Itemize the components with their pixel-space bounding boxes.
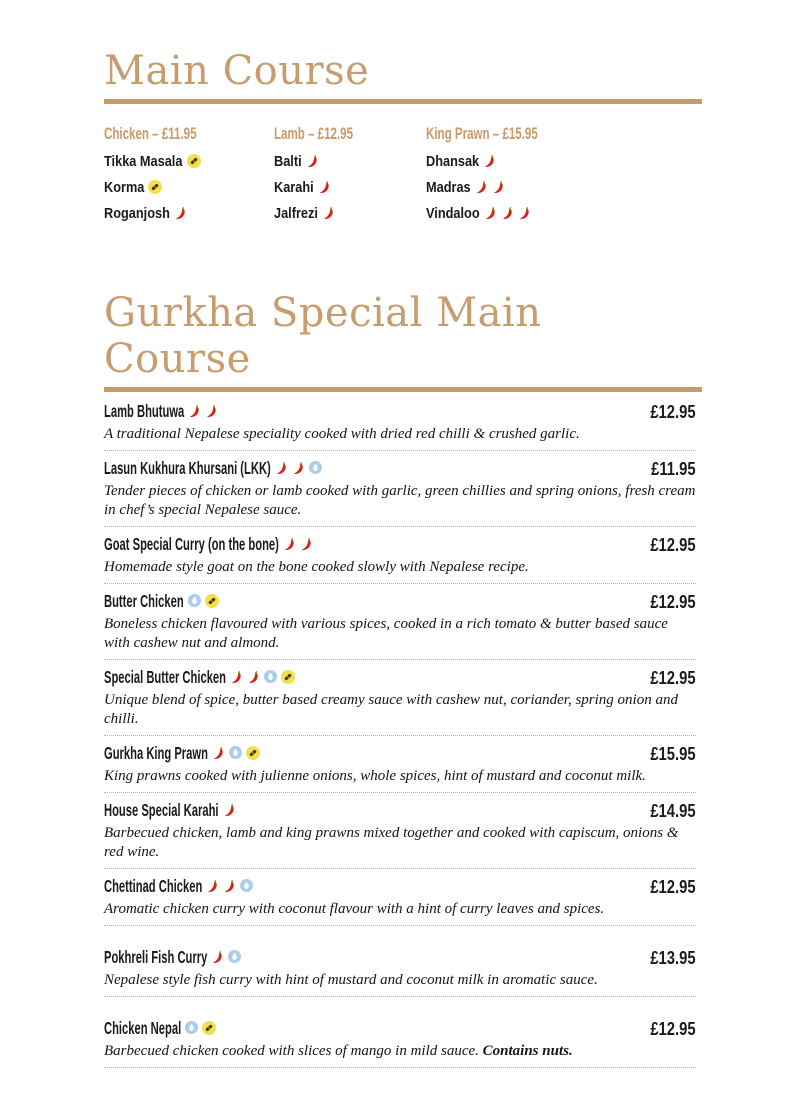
dish-description: Barbecued chicken cooked with slices of mango in mild sauce. Contains nuts. xyxy=(104,1043,573,1059)
dish-price: £12.95 xyxy=(650,667,696,688)
gurkha-menu-item xyxy=(104,584,696,660)
chilli-icon xyxy=(275,460,288,475)
dish-name: Madras xyxy=(426,179,471,197)
dish-name-row xyxy=(104,876,696,897)
nuts-icon xyxy=(148,180,162,194)
main-course-section xyxy=(104,48,696,222)
dish-name: Jalfrezi xyxy=(274,205,318,223)
dish-name-row xyxy=(104,401,696,422)
main-course-column-1 xyxy=(274,125,426,222)
chilli-icon xyxy=(223,802,236,817)
dish-name-row xyxy=(104,667,696,688)
column-header: Chicken – £11.95 xyxy=(104,124,197,143)
dairy-icon xyxy=(228,950,241,963)
main-course-column-0 xyxy=(104,125,274,222)
dish-description: Homemade style goat on the bone cooked slowly with Nepalese recipe. xyxy=(104,559,529,575)
dish-description: Aromatic chicken curry with coconut flavour with a hint of curry leaves and spices. xyxy=(104,901,605,917)
chilli-icon xyxy=(211,949,224,964)
gurkha-special-section xyxy=(104,290,696,1068)
dish-description: Barbecued chicken, lamb and king prawns mixed together and cooked with capiscum, onions & red wine. xyxy=(104,825,679,860)
gurkha-menu-item xyxy=(104,940,696,997)
dish-price: £13.95 xyxy=(650,947,696,968)
chilli-icon xyxy=(205,403,218,418)
chilli-icon xyxy=(230,669,243,684)
dish-description: King prawns cooked with julienne onions, whole spices, hint of mustard and coconut milk. xyxy=(104,768,646,784)
chilli-icon xyxy=(492,179,505,194)
dairy-icon xyxy=(240,879,253,892)
dish-description: Tender pieces of chicken or lamb cooked with garlic, green chillies and spring onions, fresh cream in chef’s special Nepalese sauce. xyxy=(104,483,696,518)
dish-name-row xyxy=(104,534,696,555)
dish-name: Roganjosh xyxy=(104,205,170,223)
chilli-icon xyxy=(322,205,335,220)
dish-description: A traditional Nepalese speciality cooked with dried red chilli & crushed garlic. xyxy=(104,426,580,442)
dish-name: Gurkha King Prawn xyxy=(104,743,208,763)
dish-name: Pokhreli Fish Curry xyxy=(104,947,208,967)
main-course-dish xyxy=(274,153,426,170)
gurkha-menu-item xyxy=(104,1011,696,1068)
column-header: Lamb – £12.95 xyxy=(274,124,354,143)
nuts-icon xyxy=(205,594,219,608)
main-course-dish xyxy=(426,153,696,170)
dish-name-row xyxy=(104,743,696,764)
dish-name-row xyxy=(104,591,696,612)
chilli-icon xyxy=(188,403,201,418)
section-title-main-course: Main Course xyxy=(104,48,370,94)
chilli-icon xyxy=(223,878,236,893)
main-course-dish xyxy=(104,179,274,196)
main-course-dish xyxy=(426,179,696,196)
dish-price: £14.95 xyxy=(650,800,696,821)
gurkha-special-title-rule xyxy=(104,387,702,392)
chilli-icon xyxy=(318,179,331,194)
gurkha-menu-item xyxy=(104,793,696,869)
chilli-icon xyxy=(212,745,225,760)
dish-name: Korma xyxy=(104,179,145,197)
dish-description-bold: Contains nuts. xyxy=(482,1043,573,1059)
dish-name: Lasun Kukhura Khursani (LKK) xyxy=(104,458,271,478)
dairy-icon xyxy=(188,594,201,607)
dairy-icon xyxy=(264,670,277,683)
chilli-icon xyxy=(206,878,219,893)
gurkha-menu-item xyxy=(104,451,696,527)
nuts-icon xyxy=(202,1021,216,1035)
nuts-icon xyxy=(187,154,201,168)
dish-name: Dhansak xyxy=(426,153,480,171)
main-course-dish xyxy=(104,205,274,222)
dish-name: Vindaloo xyxy=(426,205,480,223)
dish-name-row xyxy=(104,1018,696,1039)
gurkha-menu-item xyxy=(104,736,696,793)
chilli-icon xyxy=(247,669,260,684)
dish-name-row xyxy=(104,458,696,479)
dish-price: £12.95 xyxy=(650,401,696,422)
dish-name-row xyxy=(104,800,696,821)
main-course-column-2 xyxy=(426,125,696,222)
dish-name: Goat Special Curry (on the bone) xyxy=(104,534,279,554)
dish-price: £15.95 xyxy=(650,743,696,764)
main-course-dish xyxy=(274,205,426,222)
main-course-dish xyxy=(104,153,274,170)
chilli-icon xyxy=(306,153,319,168)
gurkha-special-items-list xyxy=(104,394,696,1068)
dish-price: £12.95 xyxy=(650,534,696,555)
nuts-icon xyxy=(281,670,295,684)
section-title-gurkha-special: Gurkha Special Main Course xyxy=(104,290,542,382)
gurkha-menu-item xyxy=(104,869,696,926)
dish-name-row xyxy=(104,947,696,968)
dairy-icon xyxy=(229,746,242,759)
main-course-columns xyxy=(104,125,696,222)
gurkha-menu-item xyxy=(104,660,696,736)
dairy-icon xyxy=(309,461,322,474)
dish-description: Boneless chicken flavoured with various spices, cooked in a rich tomato & butter based sauce with cashew nut and almond. xyxy=(104,616,668,651)
main-course-dish xyxy=(274,179,426,196)
dish-name: Butter Chicken xyxy=(104,591,184,611)
chilli-icon xyxy=(292,460,305,475)
chilli-icon xyxy=(300,536,313,551)
chilli-icon xyxy=(484,205,497,220)
dish-price: £11.95 xyxy=(651,458,696,479)
nuts-icon xyxy=(246,746,260,760)
dish-description: Nepalese style fish curry with hint of mustard and coconut milk in aromatic sauce. xyxy=(104,972,598,988)
main-course-title-rule xyxy=(104,99,702,104)
chilli-icon xyxy=(483,153,496,168)
dish-price: £12.95 xyxy=(650,1018,696,1039)
chilli-icon xyxy=(475,179,488,194)
dish-price: £12.95 xyxy=(650,591,696,612)
dish-name: Tikka Masala xyxy=(104,153,183,171)
chilli-icon xyxy=(174,205,187,220)
dish-description: Unique blend of spice, butter based creamy sauce with cashew nut, coriander, spring onion and chilli. xyxy=(104,692,678,727)
gurkha-menu-item xyxy=(104,394,696,451)
gurkha-menu-item xyxy=(104,527,696,584)
dish-name: Balti xyxy=(274,153,302,171)
main-course-dish xyxy=(426,205,696,222)
dish-name: Chettinad Chicken xyxy=(104,876,203,896)
dish-name: House Special Karahi xyxy=(104,800,219,820)
chilli-icon xyxy=(283,536,296,551)
dish-name: Karahi xyxy=(274,179,314,197)
dish-name: Special Butter Chicken xyxy=(104,667,226,687)
chilli-icon xyxy=(518,205,531,220)
dish-name: Chicken Nepal xyxy=(104,1018,182,1038)
dish-name: Lamb Bhutuwa xyxy=(104,401,185,421)
chilli-icon xyxy=(501,205,514,220)
column-header: King Prawn – £15.95 xyxy=(426,124,538,143)
dairy-icon xyxy=(185,1021,198,1034)
dish-price: £12.95 xyxy=(650,876,696,897)
